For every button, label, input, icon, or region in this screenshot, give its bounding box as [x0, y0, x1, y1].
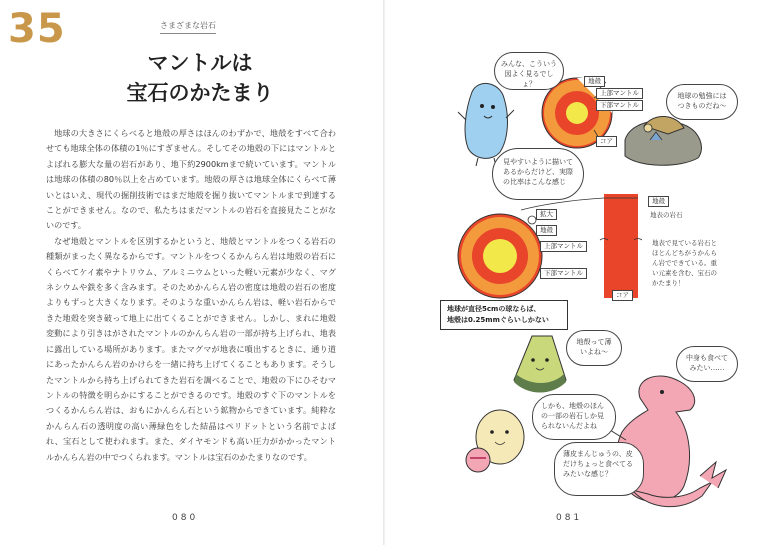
chapter-number: 35	[8, 6, 66, 52]
scale-info-line-1: 地球が直径5cmの球ならば、	[447, 305, 541, 313]
label-lower-mantle-small: 下部マントル	[596, 100, 643, 111]
paragraph: なぜ地殻とマントルを区別するかというと、地殻とマントルをつくる岩石の種類がまったく異なるからです。マントルをつくるかんらん岩は地殻の岩石にくらべてケイ素やナトリウム、アルミニウムといった軽い元素が少なく、マグネシウムや鉄を多く含みます。そのためかんらん岩の密度は地殻の岩石の密度よりもずっと大きくなります。そのような重いかんらん岩は、軽い岩石からできた地殻を突き破って地上に出てくることができません。しかし、まれに地殻変動により引きはがされたマントルのかんらん岩の一部が持ち上げられ、地表に露出している場所があります。またマグマが地表に噴出するときに、通り道にあったかんらん岩のかけらを一緒に持ち上げてくることもあります。そうしたマントルから持ち上げられてきた岩石を調べることで、地殻の下にひそむマントルの特徴を明らかにすることができるのです。地殻のすぐ下のマントルをつくるかんらん岩は、おもにかんらん石という鉱物からできています。純粋なかんらん石の透明度の高い薄緑色をした結晶はペリドットという名前でよばれ、宝石として使われます。また、ダイヤモンドも高い圧力がかかったマントルかんらん岩の中でつくられます。マントルは宝石のかたまりなのです。	[46, 235, 336, 462]
label-upper-mantle-large: 上部マントル	[540, 241, 587, 252]
speech-bubble-onigiri: 地殻って薄いよね～	[566, 330, 622, 366]
page-number-right: 081	[556, 513, 583, 523]
egg-character	[466, 410, 524, 472]
crust-strip	[600, 194, 642, 298]
label-crust-strip: 地殻	[648, 196, 669, 207]
speech-bubble-ratio: 見やすいように描いてあるからだけど、実際の比率はこんな感じ	[492, 148, 584, 200]
speech-bubble-manju: 薄皮まんじゅうの、皮だけちょっと食べてるみたいな感じ？	[554, 442, 644, 496]
page-number-left: 080	[172, 513, 199, 523]
scale-info-box	[440, 300, 568, 330]
label-crust-small: 地殻	[584, 76, 605, 87]
turtle-character	[625, 116, 701, 165]
label-core-small: コア	[596, 136, 617, 147]
speech-bubble-top: みんな、こういう図よく見るでしょ？	[494, 52, 564, 90]
scale-info-line-2: 地殻は0.25mmぐらいしかない	[447, 316, 549, 324]
label-upper-mantle-small: 上部マントル	[596, 88, 643, 99]
paragraph: 地球の大きさにくらべると地殻の厚さはほんのわずかで、地殻をすべて合わせても地球全体の体積の1％にすぎません。そしてその地殻の下にはマントルとよばれる膨大な量の岩石があり、地下約2900kmまで続いています。マントルは地球の体積の80％以上を占めています。地殻の厚さは地球全体にくらべて薄いとはいえ、現代の掘削技術ではまだ地殻を掘り抜いてマントルまで到達することができません。なので、私たちはまだマントルの岩石を直接見たことがないのです。	[46, 128, 336, 231]
title-line-1: マントルは	[147, 51, 253, 75]
label-core-strip: コア	[612, 290, 633, 301]
title-line-2: 宝石のかたまり	[126, 81, 274, 105]
onigiri-character	[514, 336, 566, 393]
section-tag: さまざまな岩石	[160, 20, 216, 34]
note-mantle-rock: 地表で見ている岩石とほとんどちがうかんらん岩でできている。重い元素を含む、宝石のかたまり！	[652, 239, 717, 287]
label-lower-mantle-large: 下部マントル	[540, 268, 587, 279]
label-surface-rock: 地表の岩石	[650, 211, 683, 219]
speech-bubble-turtle: 地球の勉強にはつきものだね～	[666, 84, 738, 120]
speech-bubble-egg: しかも、地殻のほんの一部の岩石しか見られないんだよね	[532, 394, 616, 440]
label-crust-large: 地殻	[536, 225, 557, 236]
speech-bubble-kaiju: 中身も食べてみたい……	[676, 346, 738, 382]
label-zoom: 拡大	[536, 209, 557, 220]
